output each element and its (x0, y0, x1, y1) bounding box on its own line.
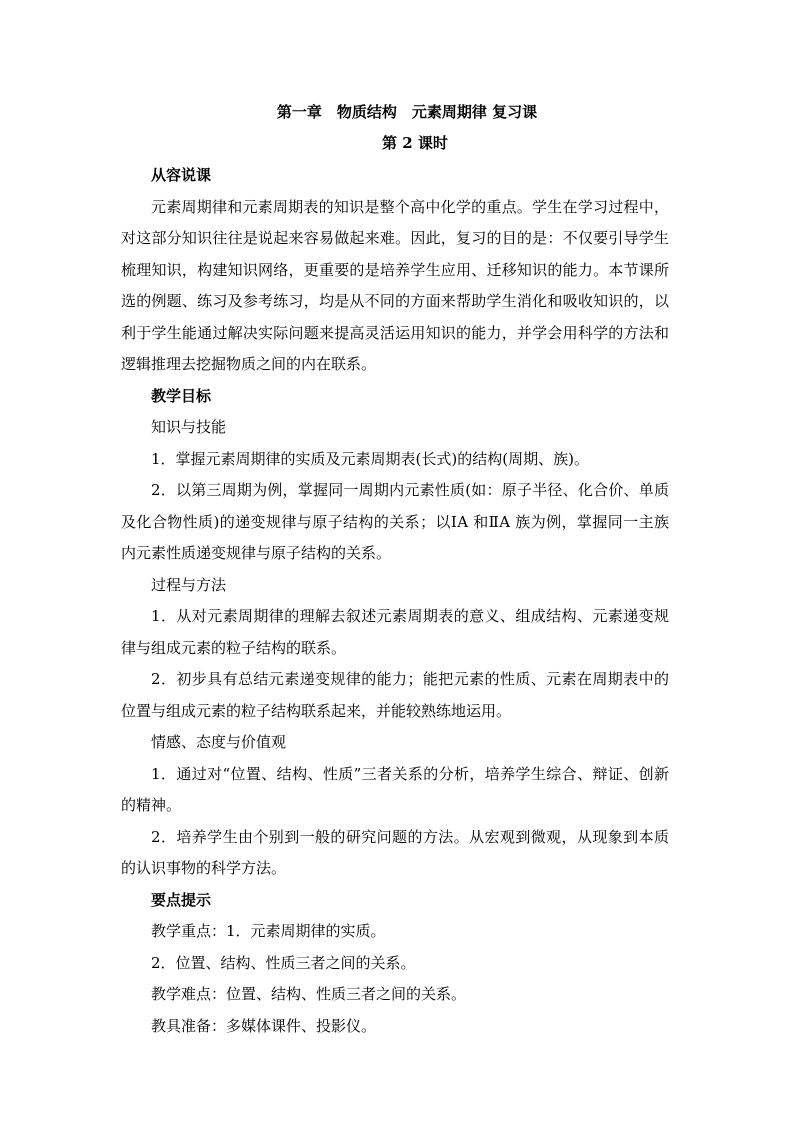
paragraph-knowledge-1: 1．掌握元素周期律的实质及元素周期表(长式)的结构(周期、族)。 (151, 449, 589, 468)
heading-congrong-shuoke: 从容说课 (151, 166, 212, 184)
document-body (121, 98, 669, 1042)
paragraph-process-2: 2．初步具有总结元素递变规律的能力；能把元素的性质、元素在周期表中的位置与组成元素的粒子结构联系起来，并能较熟练地运用。 (121, 670, 669, 720)
paragraph-key-point-1: 教学重点：1．元素周期律的实质。 (151, 922, 386, 940)
document-title: 第一章 物质结构 元素周期律 复习课 (276, 103, 538, 121)
paragraph-emotion-1: 1．通过对“位置、结构、性质”三者关系的分析，培养学生综合、辩证、创新的精神。 (121, 764, 669, 814)
paragraph-process-1: 1．从对元素周期律的理解去叙述元素周期表的意义、组成结构、元素递变规律与组成元素的粒子结构的联系。 (121, 607, 669, 657)
heading-key-points: 要点提示 (151, 890, 212, 909)
subheading-process-method: 过程与方法 (151, 575, 227, 594)
document-subtitle: 第 2 课时 (382, 134, 448, 152)
paragraph-knowledge-2: 2．以第三周期为例，掌握同一周期内元素性质(如：原子半径、化合价、单质及化合物性质)的递变规律与原子结构的关系；以ⅠA 和ⅡA 族为例，掌握同一主族内元素性质递变规律与原子结构的关系。 (121, 481, 669, 562)
heading-teaching-goals: 教学目标 (151, 386, 212, 405)
subheading-knowledge-skills: 知识与技能 (151, 418, 227, 436)
subheading-emotion-values: 情感、态度与价值观 (151, 733, 287, 751)
paragraph-key-point-2: 2．位置、结构、性质三者之间的关系。 (151, 953, 416, 972)
paragraph-emotion-2: 2．培养学生由个别到一般的研究问题的方法。从宏观到微观，从现象到本质的认识事物的科学方法。 (121, 827, 669, 877)
paragraph-intro: 元素周期律和元素周期表的知识是整个高中化学的重点。学生在学习过程中，对这部分知识往往是说起来容易做起来难。因此，复习的目的是：不仅要引导学生梳理知识，构建知识网络，更重要的是培养学生应用、迁移知识的能力。本节课所选的例题、练习及参考练习，均是从不同的方面来帮助学生消化和吸收知识的，以利于学生能通过解决实际问题来提高灵活运用知识的能力，并学会用科学的方法和逻辑推理去挖掘物质之间的内在联系。 (121, 197, 669, 373)
paragraph-difficulty: 教学难点：位置、结构、性质三者之间的关系。 (151, 985, 467, 1003)
paragraph-teaching-aids: 教具准备：多媒体课件、投影仪。 (151, 1016, 377, 1035)
